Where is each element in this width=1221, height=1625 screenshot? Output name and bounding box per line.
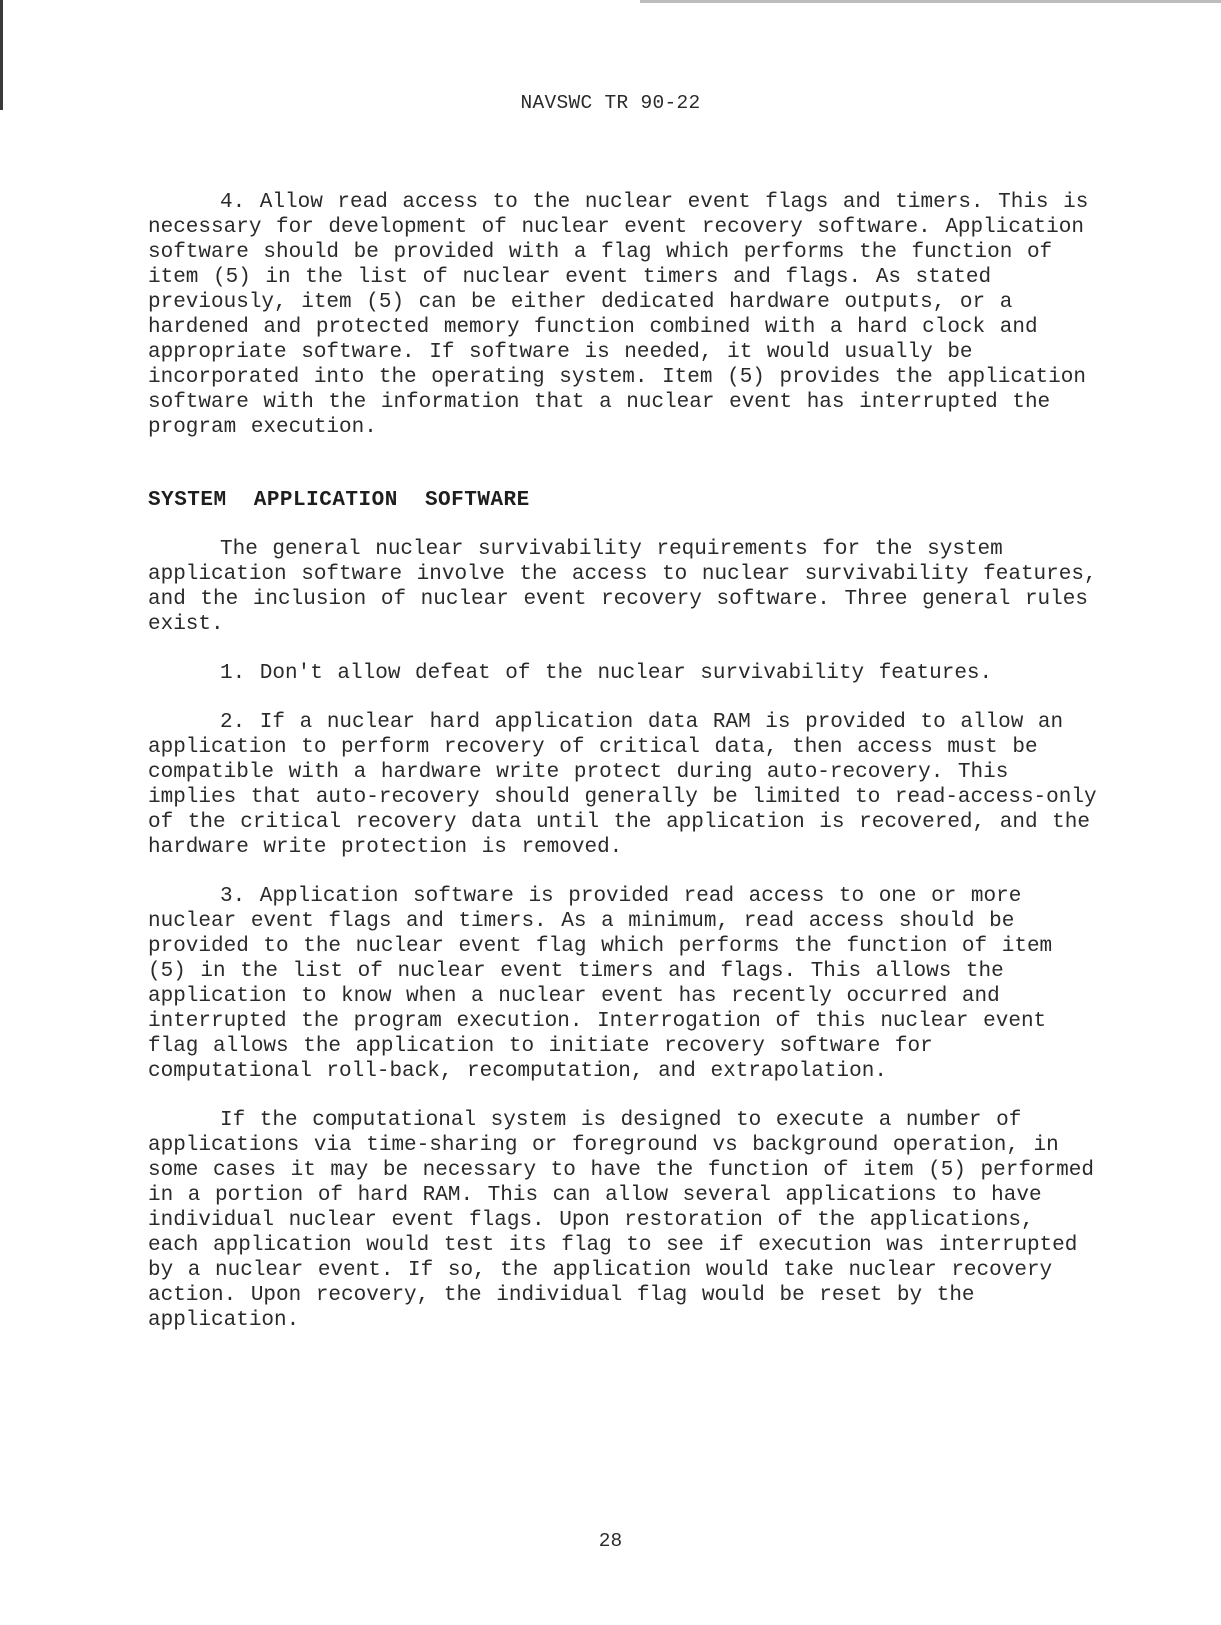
paragraph-intro: The general nuclear survivability requirements for the system application software involve the access to nuclear survivability features, and the inclusion of nuclear event recovery software. Three general rules exist. [148,538,1097,636]
document-body [148,190,1098,1333]
rule-1: 1. Don't allow defeat of the nuclear survivability features. [220,662,993,685]
paragraph-timesharing: If the computational system is designed to execute a number of applications via time-sharing or foreground vs background operation, in some cases it may be necessary to have the function of item (5) performed in a portion of hard RAM. This can allow several applications to have individual nuclear event flags. Upon restoration of the applications, each application would test its flag to see if execution was interrupted by a nuclear event. If so, the application would take nuclear recovery action. Upon recovery, the individual flag would be reset by the application. [148,1109,1094,1332]
rule-2: 2. If a nuclear hard application data RAM is provided to allow an application to perform recovery of critical data, then access must be compatible with a hardware write protect during auto-recovery. This implies that auto-recovery should generally be limited to read-access-only of the critical recovery data until the application is recovered, and the hardware write protection is removed. [148,711,1097,859]
scan-edge-top [640,0,1221,3]
rule-3: 3. Application software is provided read access to one or more nuclear event flags and timers. As a minimum, read access should be provided to the nuclear event flag which performs the function of item (5) in the list of nuclear event timers and flags. This allows the application to know when a nuclear event has recently occurred and interrupted the program execution. Interrogation of this nuclear event flag allows the application to initiate recovery software for computational roll-back, recomputation, and extrapolation. [148,885,1053,1083]
section-heading: SYSTEM APPLICATION SOFTWARE [148,489,530,512]
paragraph-item-4: 4. Allow read access to the nuclear event flags and timers. This is necessary for development of nuclear event recovery software. Application software should be provided with a flag which performs the function of item (5) in the list of nuclear event timers and flags. As stated previously, item (5) can be either dedicated hardware outputs, or a hardened and protected memory function combined with a hard clock and appropriate software. If software is needed, it would usually be incorporated into the operating system. Item (5) provides the application software with the information that a nuclear event has interrupted the program execution. [148,191,1089,439]
report-header: NAVSWC TR 90-22 [520,92,701,114]
page-number: 28 [598,1530,623,1552]
